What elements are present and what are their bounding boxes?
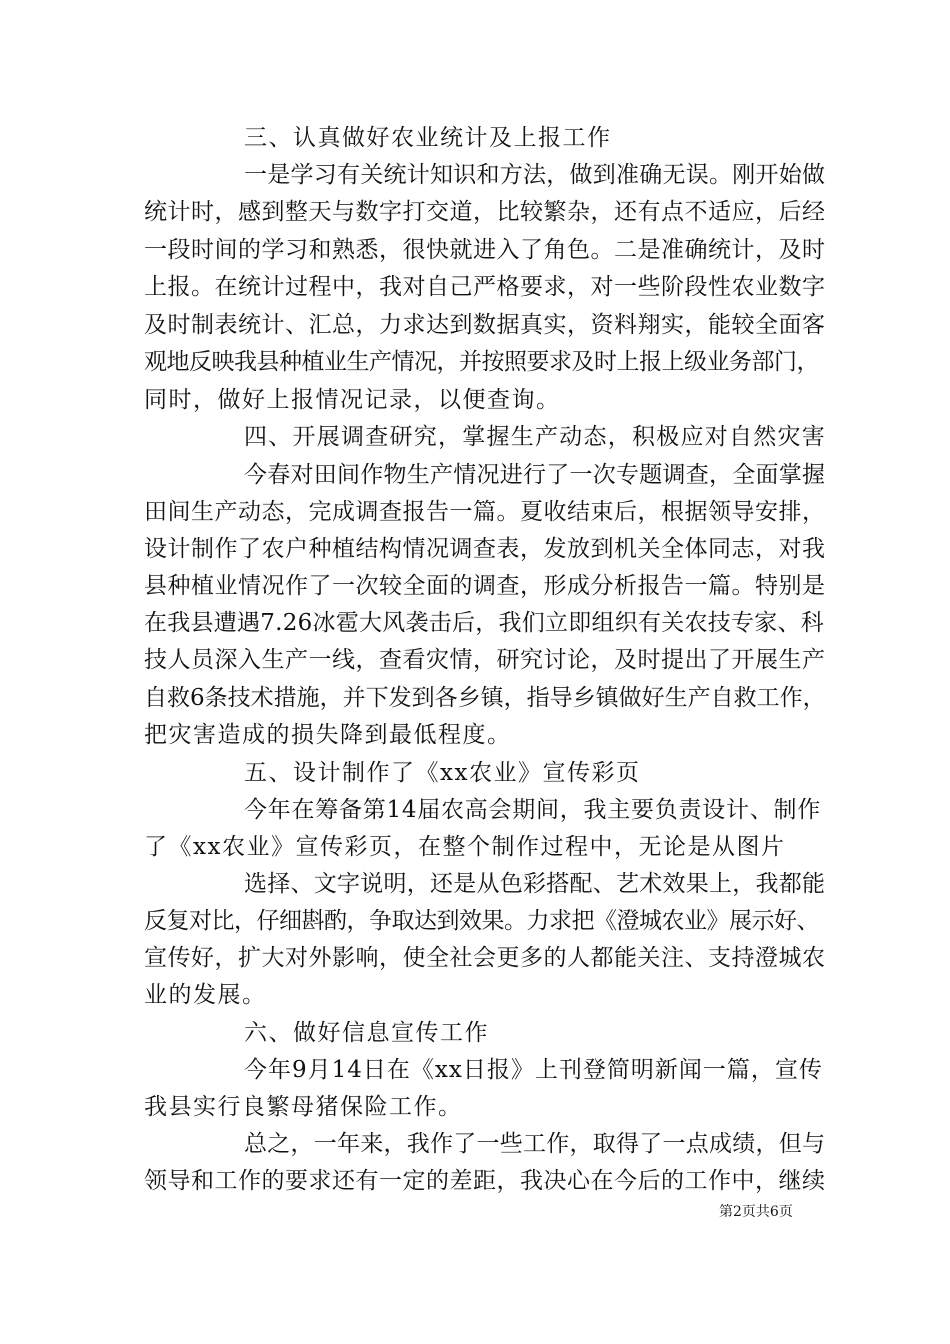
paragraph-line: 一段时间的学习和熟悉，很快就进入了角色。二是准确统计，及时: [144, 237, 826, 263]
paragraph-line: 我县实行良繁母猪保险工作。: [144, 1094, 463, 1120]
paragraph-line: 今春对田间作物生产情况进行了一次专题调查，全面掌握: [244, 462, 826, 488]
paragraph-line: 领导和工作的要求还有一定的差距，我决心在今后的工作中，继续: [144, 1168, 826, 1194]
section-heading: 五、设计制作了《xx农业》宣传彩页: [244, 760, 641, 786]
paragraph-line: 县种植业情况作了一次较全面的调查，形成分析报告一篇。特别是: [144, 573, 826, 599]
paragraph-line: 上报。在统计过程中，我对自己严格要求，对一些阶段性农业数字: [144, 274, 826, 300]
paragraph-line: 了《xx农业》宣传彩页，在整个制作过程中，无论是从图片: [144, 834, 786, 860]
paragraph-line: 今年9月14日在《xx日报》上刊登简明新闻一篇，宣传: [244, 1057, 823, 1083]
paragraph-line: 自救6条技术措施，并下发到各乡镇，指导乡镇做好生产自救工作，: [144, 685, 826, 711]
section-heading: 四、开展调查研究，掌握生产动态，积极应对自然灾害: [244, 424, 826, 450]
paragraph-line: 把灾害造成的损失降到最低程度。: [144, 722, 512, 748]
paragraph-line: 田间生产动态，完成调查报告一篇。夏收结束后，根据领导安排，: [144, 499, 826, 525]
page-number-footer: 第2页共6页: [719, 1204, 793, 1220]
paragraph-line: 在我县遭遇7.26冰雹大风袭击后，我们立即组织有关农技专家、科: [144, 610, 824, 636]
paragraph-line: 及时制表统计、汇总，力求达到数据真实，资料翔实，能较全面客: [144, 312, 826, 338]
paragraph-line: 观地反映我县种植业生产情况，并按照要求及时上报上级业务部门，: [144, 349, 819, 375]
paragraph-line: 今年在筹备第14届农高会期间，我主要负责设计、制作: [244, 797, 822, 823]
paragraph-line: 同时，做好上报情况记录，以便查询。: [144, 387, 561, 413]
section-heading: 六、做好信息宣传工作: [244, 1020, 489, 1046]
paragraph-line: 统计时，感到整天与数字打交道，比较繁杂，还有点不适应，后经: [144, 199, 826, 225]
paragraph-line: 宣传好，扩大对外影响，使全社会更多的人都能关注、支持澄城农: [144, 945, 826, 971]
paragraph-line: 总之，一年来，我作了一些工作，取得了一点成绩，但与: [244, 1131, 826, 1157]
paragraph-line: 设计制作了农户种植结构情况调查表，发放到机关全体同志，对我: [144, 536, 826, 562]
section-heading: 三、认真做好农业统计及上报工作: [244, 125, 612, 151]
paragraph-line: 反复对比，仔细斟酌，争取达到效果。力求把《澄城农业》展示好、: [144, 908, 819, 934]
paragraph-line: 技人员深入生产一线，查看灾情，研究讨论，及时提出了开展生产: [144, 647, 826, 673]
paragraph-line: 业的发展。: [144, 982, 267, 1008]
paragraph-line: 一是学习有关统计知识和方法，做到准确无误。刚开始做: [244, 162, 826, 188]
paragraph-line: 选择、文字说明，还是从色彩搭配、艺术效果上，我都能: [244, 871, 826, 897]
